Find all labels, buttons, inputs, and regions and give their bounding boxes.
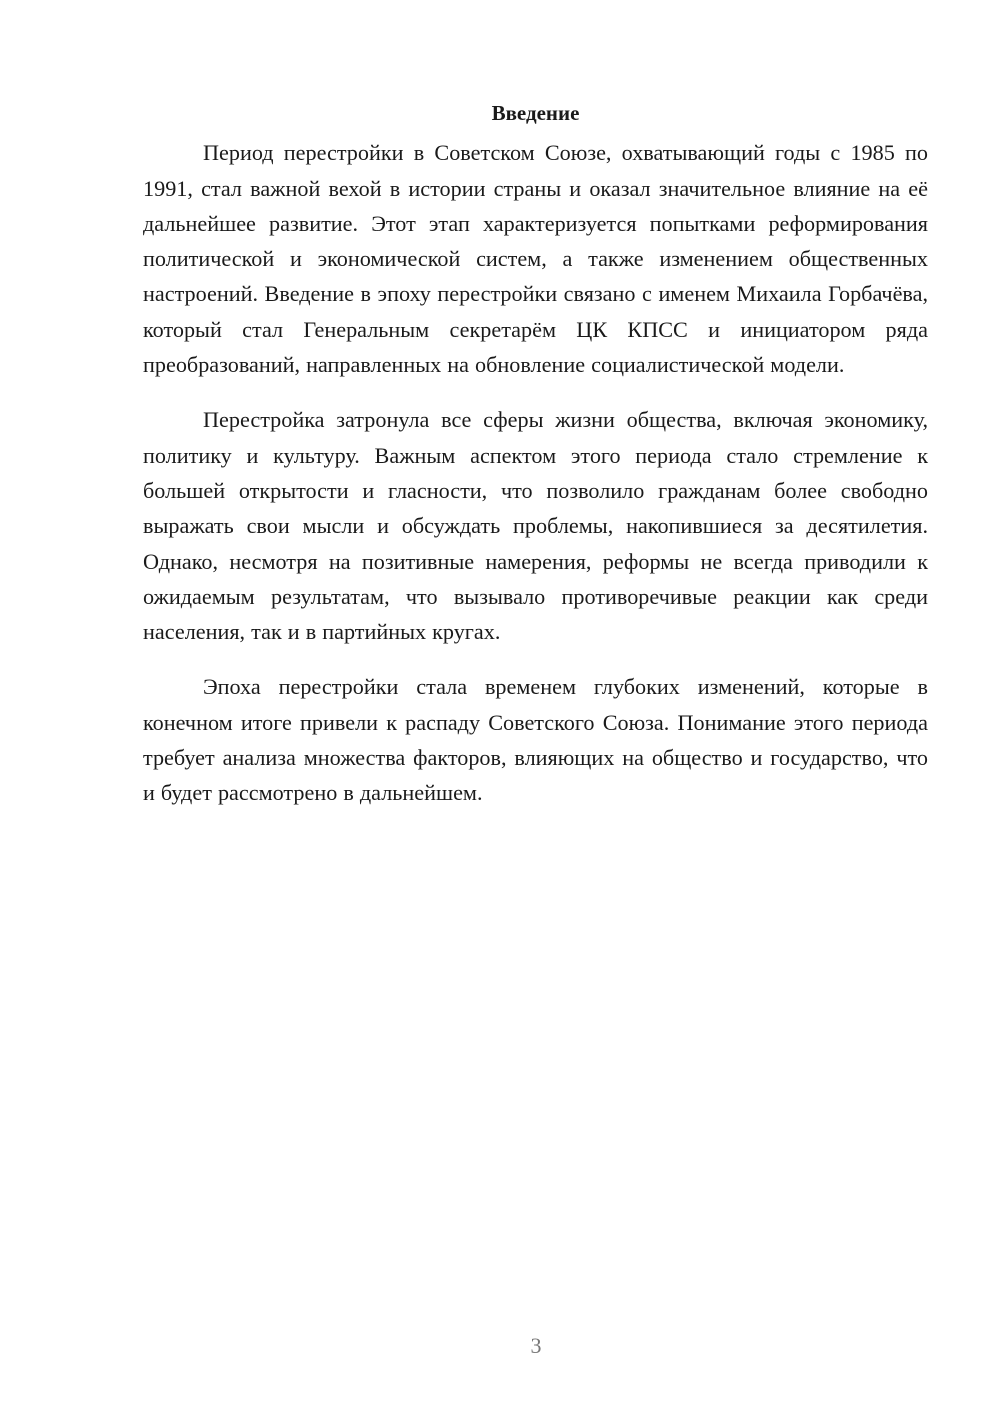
section-heading: Введение xyxy=(491,101,580,125)
page-content xyxy=(143,96,928,831)
paragraph-1: Период перестройки в Советском Союзе, охватывающий годы с 1985 по 1991, стал важной вехой в истории страны и оказал значительное влияние на её дальнейшее развитие. Этот этап характеризуется попытками реформирования политической и экономической систем, а также изменением общественных настроений. Введение в эпоху перестройки связано с именем Михаила Горбачёва, который стал Генеральным секретарём ЦК КПСС и инициатором ряда преобразований, направленных на обновление социалистической модели. xyxy=(143,140,928,378)
paragraph-3: Эпоха перестройки стала временем глубоких изменений, которые в конечном итоге привели к распаду Советского Союза. Понимание этого периода требует анализа множества факторов, влияющих на общество и государство, что и будет рассмотрено в дальнейшем. xyxy=(143,674,928,806)
page-number: 3 xyxy=(530,1333,542,1358)
paragraph-2: Перестройка затронула все сферы жизни общества, включая экономику, политику и культуру. Важным аспектом этого периода стало стремление к большей открытости и гласности, что позволило гражданам более свободно выражать свои мысли и обсуждать проблемы, накопившиеся за десятилетия. Однако, несмотря на позитивные намерения, реформы не всегда приводили к ожидаемым результатам, что вызывало противоречивые реакции как среди населения, так и в партийных кругах. xyxy=(143,407,928,645)
